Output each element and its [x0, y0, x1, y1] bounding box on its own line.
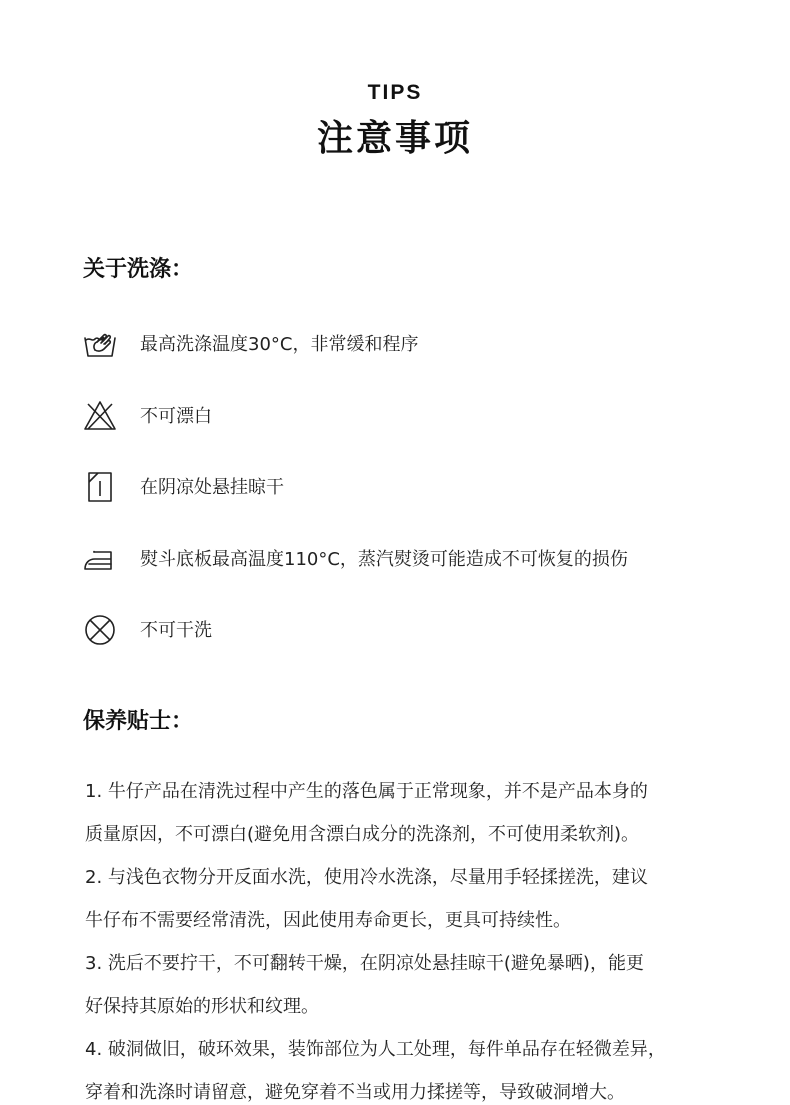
eyebrow-label: TIPS: [367, 81, 423, 104]
care-item-no-bleach: [83, 392, 723, 464]
page-title: 注意事项: [316, 118, 473, 159]
care-tip-line: 4. 破洞做旧，破环效果，装饰部位为人工处理，每件单品存在轻微差异，: [85, 1039, 666, 1060]
care-tip-line: 好保持其原始的形状和纹理。: [85, 996, 319, 1017]
care-tip: [85, 770, 725, 856]
hand-wash-icon: [83, 327, 117, 361]
care-item-iron-medium: [83, 535, 723, 607]
care-tip-line: 质量原因，不可漂白(避免用含漂白成分的洗涤剂，不可使用柔软剂)。: [85, 824, 640, 845]
care-item-label: 不可干洗: [140, 620, 212, 641]
care-item-line-dry-in-shade: [83, 463, 723, 535]
care-tip-line: 1. 牛仔产品在清洗过程中产生的落色属于正常现象，并不是产品本身的: [85, 781, 648, 802]
care-tip-line: 牛仔布不需要经常清洗，因此使用寿命更长，更具可持续性。: [85, 910, 571, 931]
care-tip-line: 穿着和洗涤时请留意，避免穿着不当或用力揉搓等，导致破洞增大。: [85, 1082, 625, 1103]
care-item-label: 在阴凉处悬挂晾干: [140, 477, 284, 498]
care-item-label: 不可漂白: [140, 405, 212, 427]
care-tip-line: 2. 与浅色衣物分开反面水洗，使用冷水洗涤，尽量用手轻揉搓洗，建议: [85, 867, 648, 888]
care-item-label: 熨斗底板最高温度110°C，蒸汽熨烫可能造成不可恢复的损伤: [140, 548, 628, 570]
care-tip: [85, 1028, 725, 1105]
no-bleach-icon: [83, 399, 117, 433]
page-header: [0, 80, 790, 162]
care-section-heading: 保养贴士：: [83, 709, 194, 734]
washing-section-heading: 关于洗涤：: [83, 257, 194, 282]
care-item-hand-wash: [83, 320, 723, 392]
care-tip: [85, 856, 725, 942]
care-tip-line: 3. 洗后不要拧干，不可翻转干燥，在阴凉处悬挂晾干(避免暴晒)，能更: [85, 953, 644, 974]
line-dry-in-shade-icon: [83, 470, 117, 504]
care-item-label: 最高洗涤温度30°C，非常缓和程序: [140, 334, 419, 355]
care-tips-list: [85, 770, 725, 1105]
care-item-no-dry-clean: [83, 606, 723, 678]
care-symbol-list: [83, 320, 723, 678]
no-dry-clean-icon: [83, 613, 117, 647]
iron-medium-icon: [83, 542, 117, 576]
care-tip: [85, 942, 725, 1028]
